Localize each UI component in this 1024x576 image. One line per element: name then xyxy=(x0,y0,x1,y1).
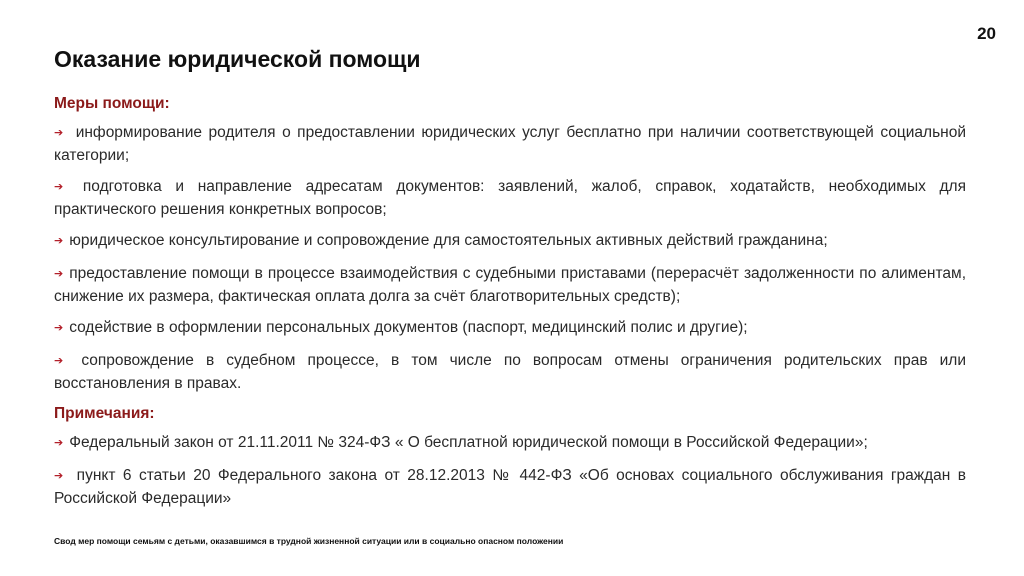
list-item-text: юридическое консультирование и сопровождение для самостоятельных активных действий гражданина; xyxy=(69,232,828,249)
list-item xyxy=(54,317,966,340)
list-item-text: содействие в оформлении персональных документов (паспорт, медицинский полис и другие); xyxy=(69,319,748,336)
arrow-right-icon: ➔ xyxy=(54,268,64,280)
list-item xyxy=(54,432,966,455)
list-item-text: пункт 6 статьи 20 Федерального закона от 28.12.2013 № 442-ФЗ «Об основах социального обслуживания граждан в Российской Федерации» xyxy=(54,467,966,507)
measures-list xyxy=(54,122,966,394)
list-item xyxy=(54,263,966,307)
arrow-right-icon: ➔ xyxy=(54,355,64,367)
page-number: 20 xyxy=(977,24,996,43)
main-content xyxy=(54,94,966,519)
list-item xyxy=(54,350,966,394)
page-title: Оказание юридической помощи xyxy=(54,46,421,72)
list-item-text: сопровождение в судебном процессе, в том числе по вопросам отмены ограничения родительских прав или восстановления в правах. xyxy=(54,352,967,392)
notes-heading: Примечания: xyxy=(54,405,155,422)
list-item-text: предоставление помощи в процессе взаимодействия с судебными приставами (перерасчёт задолженности по алиментам, снижение их размера, фактическая оплата долга за счёт благотворительных средств); xyxy=(54,265,966,305)
footer-caption: Свод мер помощи семьям с детьми, оказавшимся в трудной жизненной ситуации или в социально опасном положении xyxy=(54,536,564,546)
list-item xyxy=(54,230,966,253)
measures-heading: Меры помощи: xyxy=(54,95,170,112)
arrow-right-icon: ➔ xyxy=(54,322,64,334)
arrow-right-icon: ➔ xyxy=(54,470,64,482)
arrow-right-icon: ➔ xyxy=(54,127,64,139)
arrow-right-icon: ➔ xyxy=(54,181,64,193)
arrow-right-icon: ➔ xyxy=(54,235,64,247)
list-item xyxy=(54,465,966,509)
arrow-right-icon: ➔ xyxy=(54,437,64,449)
list-item-text: подготовка и направление адресатам документов: заявлений, жалоб, справок, ходатайств, необходимых для практического решения конкретных вопросов; xyxy=(54,178,966,218)
list-item xyxy=(54,122,966,166)
notes-list xyxy=(54,432,966,509)
list-item-text: информирование родителя о предоставлении юридических услуг бесплатно при наличии соответствующей социальной категории; xyxy=(54,124,966,164)
list-item xyxy=(54,176,966,220)
list-item-text: Федеральный закон от 21.11.2011 № 324-ФЗ « О бесплатной юридической помощи в Российской Федерации»; xyxy=(69,434,868,451)
